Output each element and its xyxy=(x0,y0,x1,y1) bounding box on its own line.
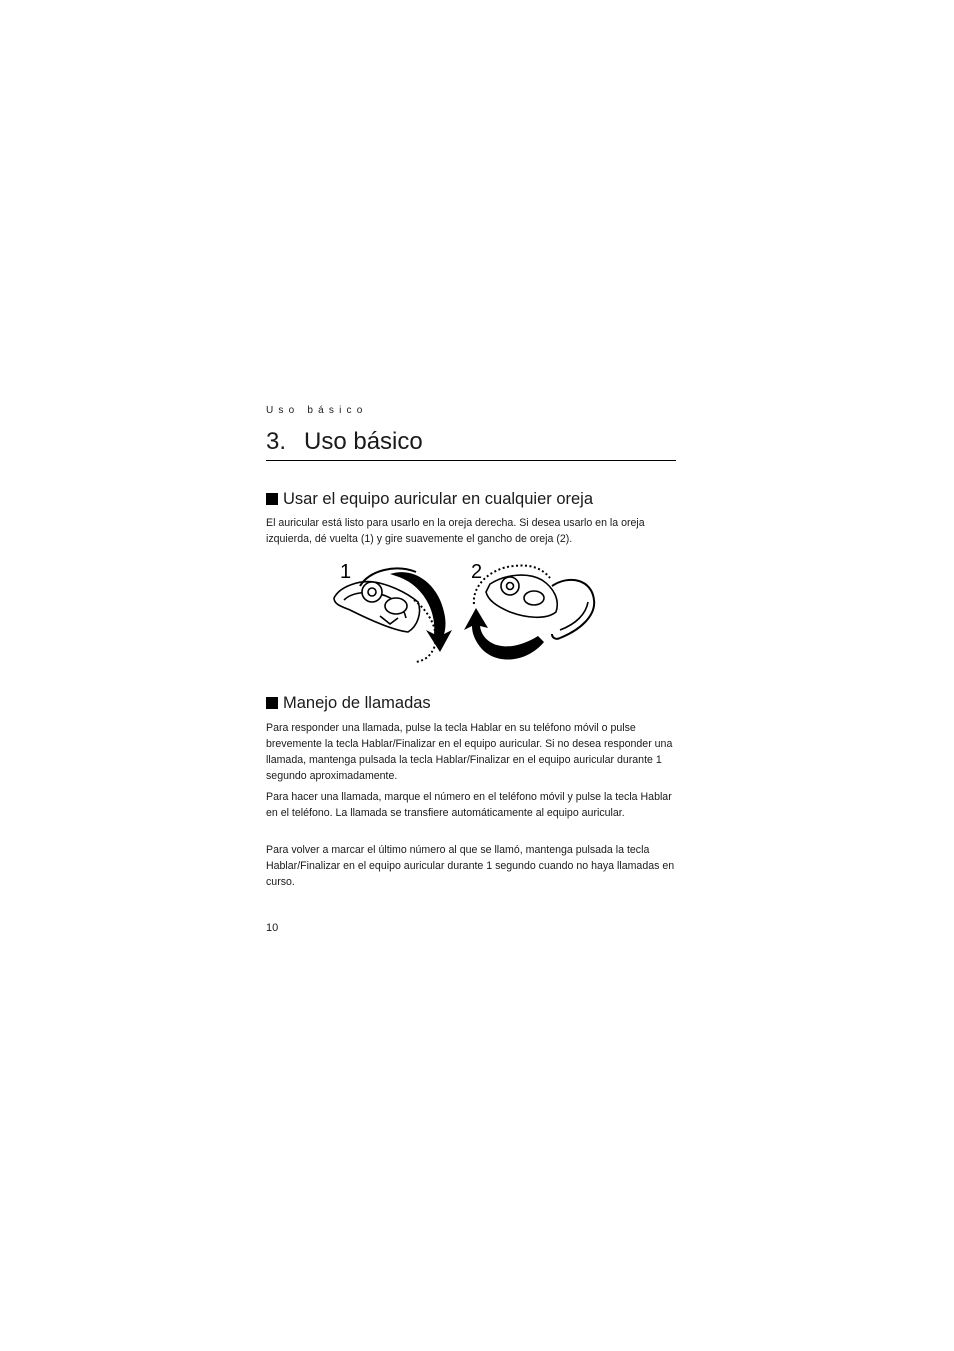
paragraph: Para volver a marcar el último número al que se llamó, mantenga pulsada la tecla Hablar/Finalizar en el equipo auricular durante 1 segundo cuando no haya llamadas en curso. xyxy=(266,844,675,888)
paragraph: Para hacer una llamada, marque el número en el teléfono móvil y pulse la tecla Hablar en el teléfono. La llamada se transfiere automáticamente al equipo auricular. xyxy=(266,791,672,819)
chapter-title-text: Uso básico xyxy=(304,428,423,455)
paragraph: El auricular está listo para usarlo en la oreja derecha. Si desea usarlo en la oreja izquierda, dé vuelta (1) y gire suavemente el gancho de oreja (2). xyxy=(266,517,645,545)
earpiece-rotation-illustration xyxy=(330,556,606,670)
section-heading-ear xyxy=(266,489,676,509)
chapter-title xyxy=(266,426,676,461)
section-heading-text: Usar el equipo auricular en cualquier oreja xyxy=(283,490,594,508)
running-header: Uso básico xyxy=(266,405,368,416)
chapter-number: 3. xyxy=(266,428,287,455)
earpiece-icon xyxy=(334,582,420,632)
earpiece-icon xyxy=(486,575,557,617)
section-heading-text: Manejo de llamadas xyxy=(283,694,431,712)
section-heading-calls xyxy=(266,693,676,713)
section-bullet-icon xyxy=(266,697,278,709)
page-number: 10 xyxy=(266,922,279,934)
figure-step-label: 2 xyxy=(471,561,483,583)
paragraph: Para responder una llamada, pulse la tecla Hablar en su teléfono móvil o pulse brevemente la tecla Hablar/Finalizar en el equipo auricular. Si no desea responder una llamada, mantenga pulsada la tecla Hablar/Finalizar en el equipo auricular durante 1 segundo aproximadamente. xyxy=(266,722,673,782)
figure-step-label: 1 xyxy=(340,561,352,583)
section-bullet-icon xyxy=(266,493,278,505)
